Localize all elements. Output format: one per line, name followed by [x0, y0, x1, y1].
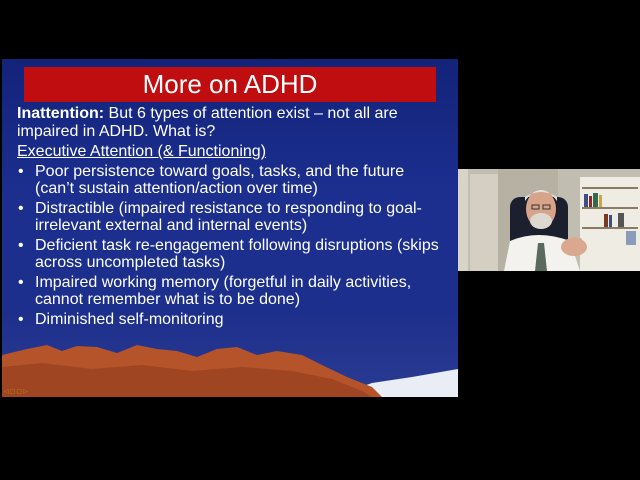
bullet-icon: •: [18, 163, 24, 180]
presentation-slide: [2, 59, 458, 397]
subheading: Executive Attention (& Functioning): [17, 143, 267, 160]
bullet-item: • Diminished self-monitoring: [18, 311, 224, 328]
bullet-icon: •: [18, 237, 24, 254]
webcam-video: [458, 169, 640, 271]
bullet-item: • Deficient task re-engagement following disruptions (skips across uncompleted tasks): [18, 237, 439, 271]
slide-nav-icons[interactable]: ◁▢▢▷: [4, 389, 29, 395]
bullet-icon: •: [18, 274, 24, 291]
bullet-icon: •: [18, 200, 24, 217]
bullet-list: [17, 163, 447, 331]
bullet-icon: •: [18, 311, 24, 328]
bullet-item: • Impaired working memory (forgetful in daily activities, cannot remember what is to be done): [18, 274, 412, 308]
mountain-landscape: [2, 337, 458, 397]
intro-label: Inattention:: [17, 105, 105, 122]
intro-paragraph: [17, 105, 442, 141]
bullet-item: • Poor persistence toward goals, tasks, and the future (can’t sustain attention/action over time): [18, 163, 405, 197]
slide-title: More on ADHD: [24, 67, 436, 102]
presenter-video-frame: [458, 169, 640, 271]
bullet-item: • Distractible (impaired resistance to responding to goal-irrelevant external and internal events): [18, 200, 422, 234]
intro-text: But 6 types of attention exist – not all are impaired in ADHD. What is?: [17, 105, 398, 140]
